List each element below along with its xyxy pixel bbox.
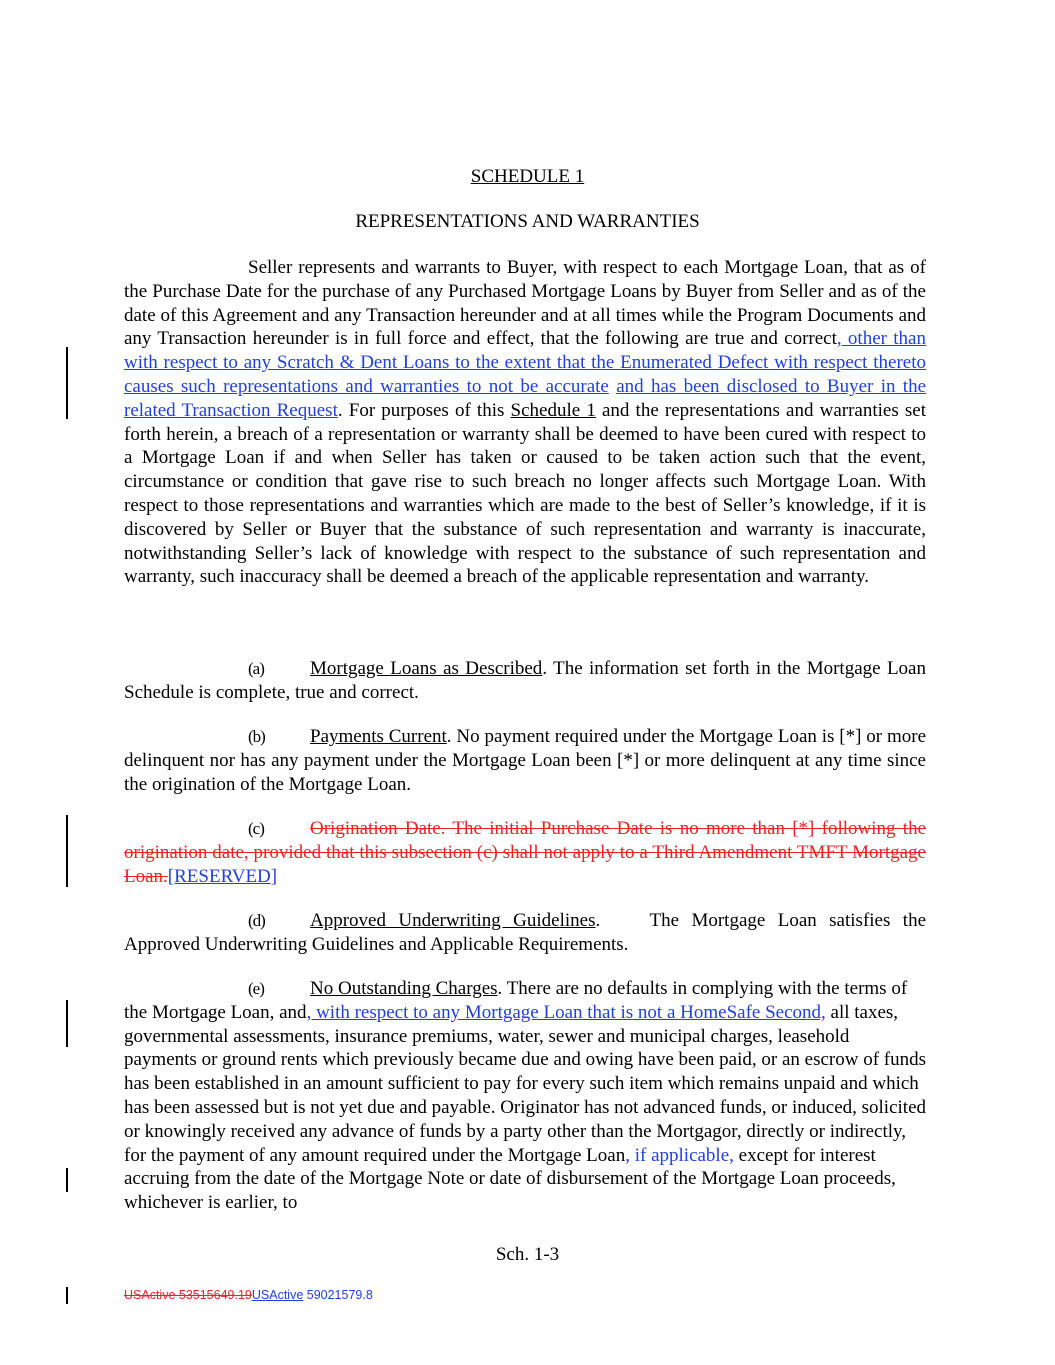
section-label: (a) [248,659,264,678]
inserted-doc-id: USActive [251,1288,304,1302]
insertion-text: and has been disclosed to Buyer in the related Transaction Request [124,375,927,421]
section-heading: Payments Current [310,726,447,747]
section-label: (e) [248,979,264,998]
insertion-text: , if applicable, [625,1144,734,1166]
section-label: (c) [248,819,264,838]
intro-paragraph: Seller represents and warrants to Buyer, with respect to each Mortgage Loan, that as of the Purchase Date for the purchase of any Purchased Mortgage Loans by Buyer from Seller and as of the date of this Agreement and any Transaction hereunder and at all times while the Program Documents and any Transaction hereunder is in full force and effect, that the following are true and correct, other than with respect to any Scratch & Dent Loans to the extent that the Enumerated Defect with respect thereto causes such representations and warranties to not be accurate and has been disclosed to Buyer in the related Transaction Request. For purposes of this Schedule 1 and the representations and warranties set forth herein, a breach of a representation or warranty shall be deemed to have been cured with respect to a Mortgage Loan if and when Seller has taken or caused to be taken action such that the event, circumstance or condition that gave rise to such breach no longer affects such Mortgage Loan. With respect to those representations and warranties which are made to the best of Seller’s knowledge, if it is discovered by Seller or Buyer that the substance of such representation and warranty is inaccurate, notwithstanding Seller’s lack of knowledge with respect to the substance of such representation and warranty, such inaccuracy shall be deemed a breach of the applicable representation and warranty. [124,257,927,588]
section-heading: Approved Underwriting Guidelines [310,910,596,931]
change-bar [66,815,68,887]
schedule-reference: Schedule 1 [510,399,596,421]
change-bar [66,1000,68,1047]
document-id: USActive 53515649.19USActive 59021579.8 [124,1288,373,1302]
insertion-text: , other than with respect to any Scratch & Dent Loans to the extent that the Enumerated Defect with respect thereto causes such representations and warranties to not be accurate [124,328,926,397]
section-title: REPRESENTATIONS AND WARRANTIES [355,211,700,232]
change-bar [66,1287,68,1304]
section-d: (d) Approved Underwriting Guidelines. The Mortgage Loan satisfies the Approved Underwriting Guidelines and Applicable Requirements. [124,910,930,955]
section-heading: Mortgage Loans as Described [310,658,543,679]
section-label: (b) [248,727,265,746]
deletion-text: . The initial Purchase Date is no more than [*] following the origination date, [124,818,927,863]
schedule-title: SCHEDULE 1 [470,166,585,187]
deletion-text: Origination Date [310,818,441,839]
change-bar [66,1168,68,1192]
deletion-text: that this subsection (c) shall not apply to a Third Amendment TMFT Mortgage Loan. [124,841,926,887]
section-e: (e) No Outstanding Charges. There are no defaults in complying with the terms of the Mortgage Loan, and, with respect to any Mortgage Loan that is not a HomeSafe Second, all taxes, governmental assessments, insurance premiums, water, sewer and municipal charges, leasehold payments or ground rents which previously became due and owing have been paid, or an escrow of funds has been established in an amount sufficient to pay for every such item which remains unpaid and which has been assessed but is not yet due and payable. Originator has not advanced funds, or induced, solicited or knowingly received any advance of funds by a party other than the Mortgagor, directly or indirectly, for the payment of any amount required under the Mortgage Loan, if applicable, except for interest accruing from the date of the Mortgage Note or date of disbursement of the Mortgage Loan proceeds, whichever is earlier, to [124,978,927,1214]
section-c [124,817,926,888]
section-b: (b) Payments Current. No payment required under the Mortgage Loan is [*] or more delinquent nor has any payment under the Mortgage Loan been [*] or more delinquent at any time since the origination of the Mortgage Loan. [124,726,927,795]
section-a: (a) Mortgage Loans as Described. The information set forth in the Mortgage Loan Schedule is complete, true and correct. [124,658,926,703]
deleted-doc-id: USActive 53515649.19 [124,1288,252,1302]
section-heading: No Outstanding Charges [310,978,498,999]
page-number: Sch. 1-3 [495,1244,560,1265]
insertion-text: , with respect to any Mortgage Loan that is not a HomeSafe Second, [306,1001,826,1023]
deletion-text: provided [253,841,322,863]
section-label: (d) [248,911,265,930]
insertion-text: [RESERVED] [167,865,278,887]
change-bar [66,347,68,419]
